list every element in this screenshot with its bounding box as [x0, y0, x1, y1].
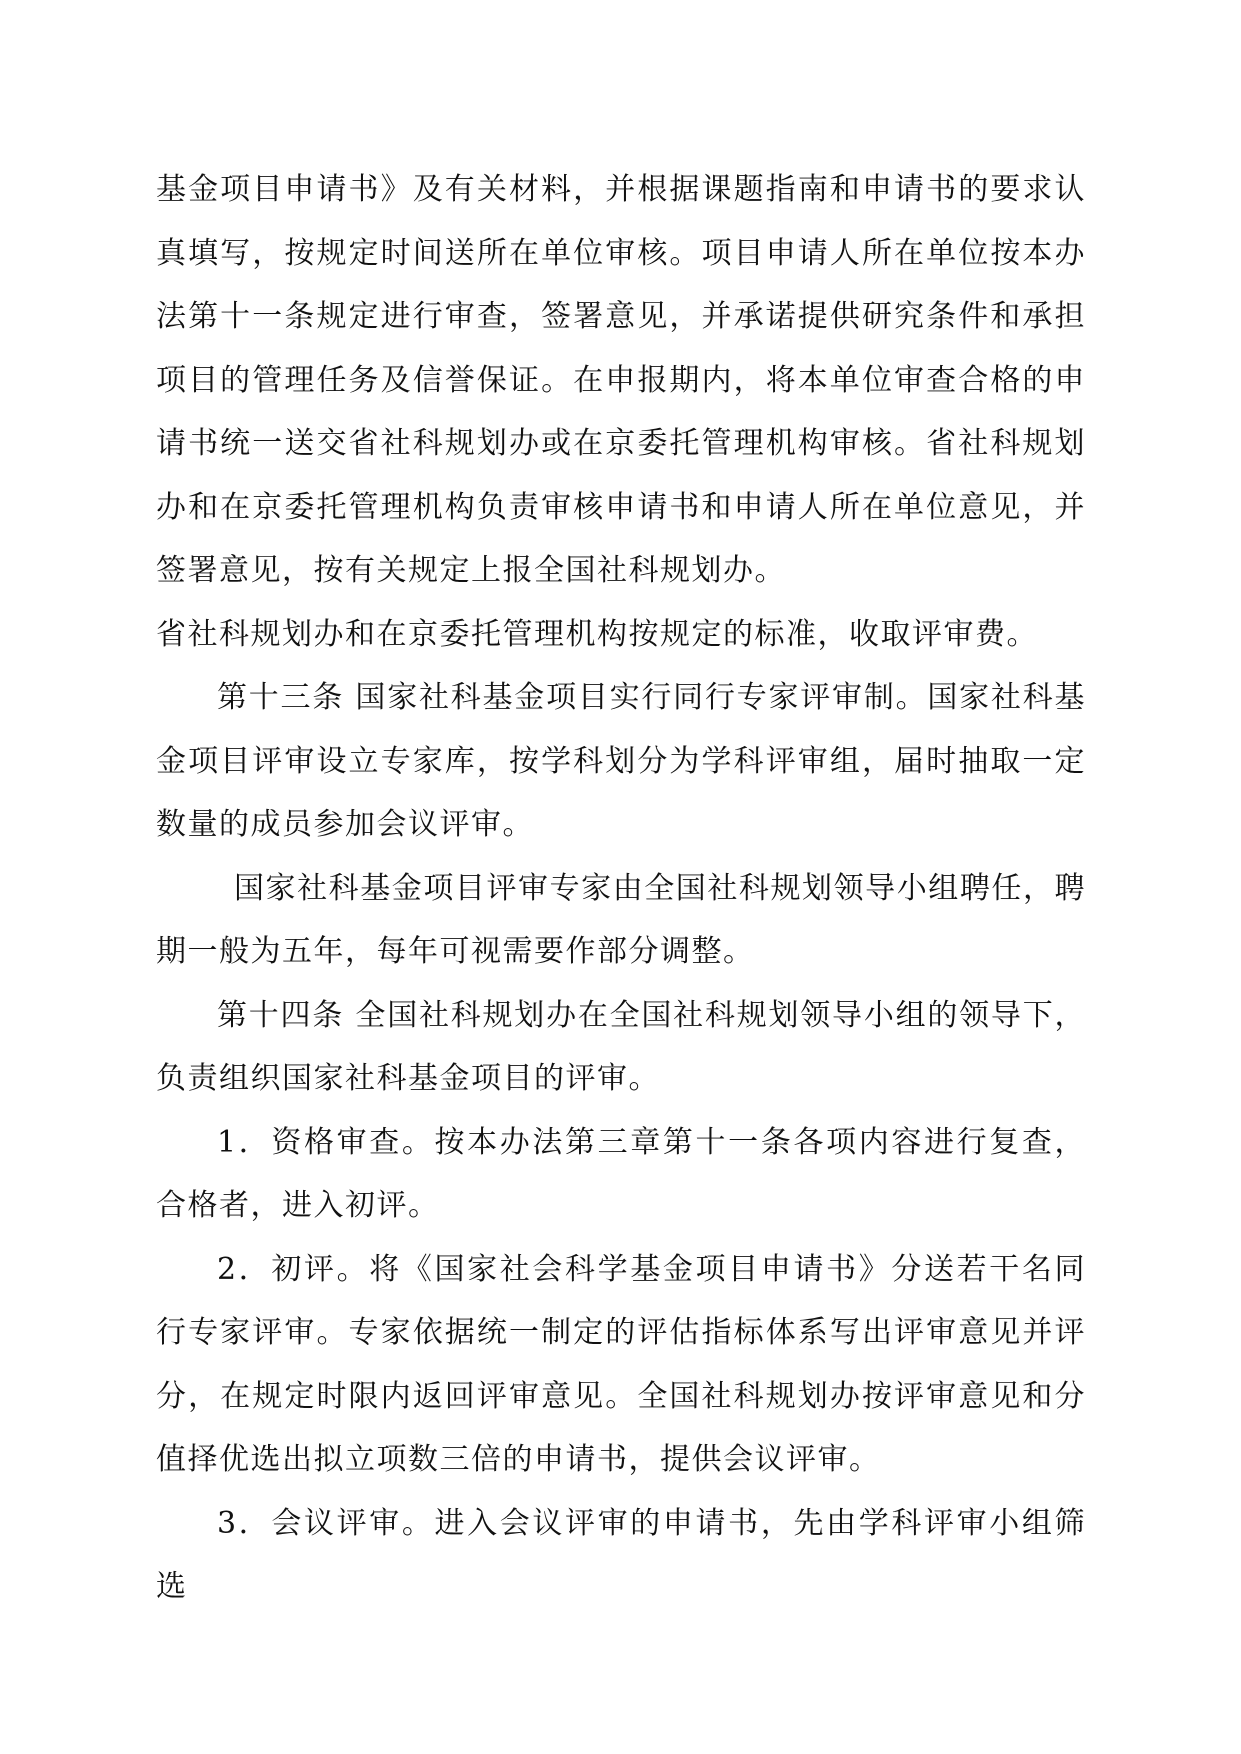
paragraph-article-13: 第十三条 国家社科基金项目实行同行专家评审制。国家社科基金项目评审设立专家库，按学科划分为学科评审组，届时抽取一定数量的成员参加会议评审。 [156, 680, 1086, 842]
paragraph-item-1-qualification: 1．资格审查。按本办法第三章第十一条各项内容进行复查，合格者，进入初评。 [156, 1124, 1086, 1223]
paragraph-item-3-meeting: 3．会议评审。进入会议评审的申请书，先由学科评审小组筛选 [156, 1505, 1086, 1604]
document-body [156, 158, 1086, 1619]
paragraph-review-fee: 省社科规划办和在京委托管理机构按规定的标准，收取评审费。 [156, 616, 1038, 652]
paragraph-expert-appointment: 国家社科基金项目评审专家由全国社科规划领导小组聘任，聘期一般为五年，每年可视需要作部分调整。 [156, 870, 1086, 969]
paragraph-article-14: 第十四条 全国社科规划办在全国社科规划领导小组的领导下，负责组织国家社科基金项目的评审。 [156, 997, 1086, 1096]
paragraph-application-continuation: 基金项目申请书》及有关材料，并根据课题指南和申请书的要求认真填写，按规定时间送所在单位审核。项目申请人所在单位按本办法第十一条规定进行审查，签署意见，并承诺提供研究条件和承担项目的管理任务及信誉保证。在申报期内，将本单位审查合格的申请书统一送交省社科规划办或在京委托管理机构审核。省社科规划办和在京委托管理机构负责审核申请书和申请人所在单位意见，并签署意见，按有关规定上报全国社科规划办。 [156, 172, 1086, 588]
paragraph-item-2-preliminary: 2．初评。将《国家社会科学基金项目申请书》分送若干名同行专家评审。专家依据统一制定的评估指标体系写出评审意见并评分，在规定时限内返回评审意见。全国社科规划办按评审意见和分值择优选出拟立项数三倍的申请书，提供会议评审。 [156, 1251, 1086, 1477]
